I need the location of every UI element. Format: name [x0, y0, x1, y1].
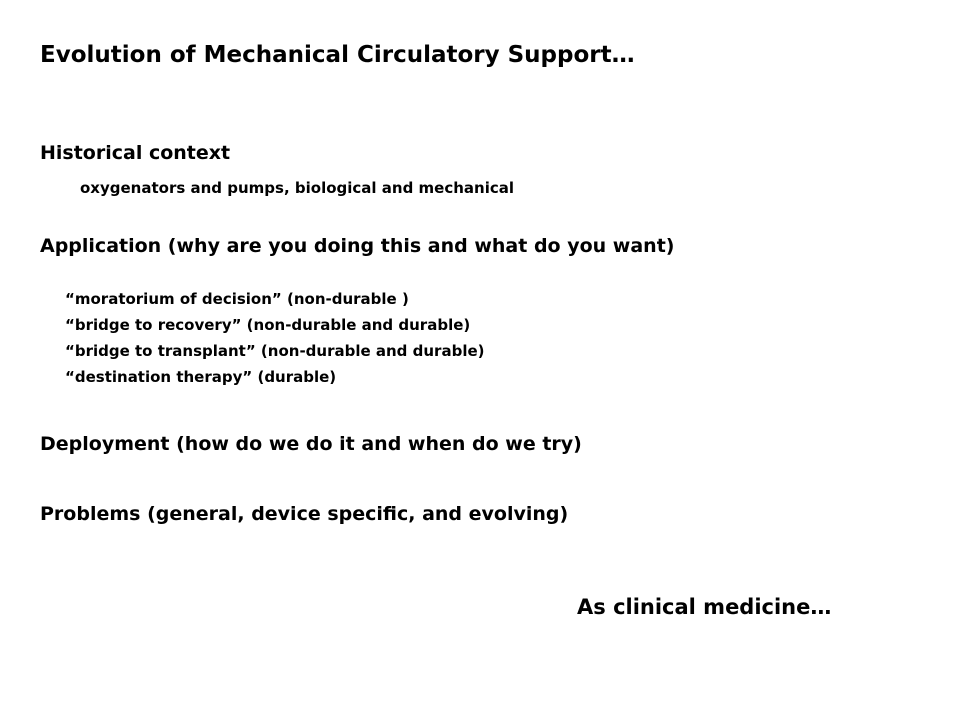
problems-heading: Problems (general, device specific, and evolving): [40, 503, 569, 525]
application-heading: Application (why are you doing this and what do you want): [40, 235, 675, 257]
application-list: [65, 289, 485, 393]
historical-context-heading: Historical context: [40, 142, 231, 164]
application-item-moratorium: “moratorium of decision” (non-durable ): [65, 290, 409, 308]
deployment-heading: Deployment (how do we do it and when do we try): [40, 433, 582, 455]
application-item-destination-therapy: “destination therapy” (durable): [65, 368, 337, 386]
application-item-bridge-to-recovery: “bridge to recovery” (non-durable and durable): [65, 316, 471, 334]
closing-statement: As clinical medicine…: [577, 595, 832, 619]
slide-title: Evolution of Mechanical Circulatory Support…: [40, 42, 635, 68]
historical-context-detail: oxygenators and pumps, biological and mechanical: [80, 179, 515, 197]
application-item-bridge-to-transplant: “bridge to transplant” (non-durable and durable): [65, 342, 485, 360]
